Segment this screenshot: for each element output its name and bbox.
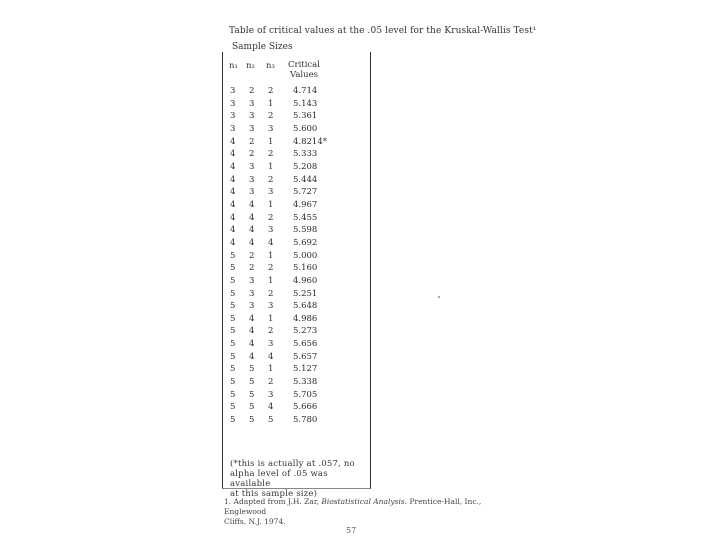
critical-value-cell: 5.143 — [293, 98, 318, 109]
sample-size-cell: 4 — [230, 225, 236, 236]
sample-size-cell: 5 — [230, 326, 236, 337]
table-row — [222, 111, 371, 124]
table-body — [222, 86, 371, 428]
critical-value-cell: 5.000 — [293, 250, 318, 261]
critical-value-cell: 5.656 — [293, 339, 318, 350]
sample-size-cell: 4 — [249, 313, 255, 324]
critical-value-cell: 5.666 — [293, 402, 318, 413]
critical-value-cell: 5.600 — [293, 123, 318, 134]
sample-size-cell: 3 — [268, 301, 274, 312]
sample-size-cell: 5 — [230, 389, 236, 400]
sample-size-cell: 5 — [230, 250, 236, 261]
sample-size-cell: 5 — [230, 377, 236, 388]
sample-size-cell: 2 — [268, 212, 274, 223]
sample-size-cell: 5 — [249, 377, 255, 388]
source-book: Biostatistical Analysis — [321, 497, 405, 506]
sample-size-cell: 2 — [268, 174, 274, 185]
critical-value-cell: 5.160 — [293, 263, 318, 274]
sample-size-cell: 2 — [249, 263, 255, 274]
sample-size-cell: 5 — [230, 339, 236, 350]
sample-size-cell: 4 — [268, 402, 274, 413]
sample-size-cell: 3 — [249, 161, 255, 172]
table-row — [222, 301, 371, 314]
sample-size-cell: 4 — [249, 225, 255, 236]
critical-value-cell: 4.714 — [293, 86, 318, 96]
table-row — [222, 352, 371, 365]
critical-value-cell: 5.455 — [293, 212, 318, 223]
header-n3: n₃ — [266, 61, 275, 71]
sample-size-cell: 2 — [249, 136, 255, 147]
table-header — [222, 57, 371, 83]
sample-size-cell: 3 — [230, 98, 236, 109]
sample-size-cell: 1 — [268, 199, 274, 210]
sample-size-cell: 2 — [268, 326, 274, 337]
table-row — [222, 137, 371, 150]
sample-size-cell: 2 — [268, 263, 274, 274]
table-row — [222, 390, 371, 403]
sample-size-cell: 5 — [249, 389, 255, 400]
table-row — [222, 99, 371, 112]
table-row — [222, 339, 371, 352]
sample-size-cell: 1 — [268, 98, 274, 109]
sample-size-cell: 5 — [230, 364, 236, 375]
sample-size-cell: 4 — [268, 351, 274, 362]
table-note — [230, 459, 370, 499]
table-row — [222, 225, 371, 238]
critical-value-cell: 5.598 — [293, 225, 318, 236]
sample-size-cell: 3 — [249, 301, 255, 312]
critical-value-cell: 5.657 — [293, 351, 318, 362]
table-row — [222, 162, 371, 175]
sample-size-cell: 4 — [230, 199, 236, 210]
table-row — [222, 377, 371, 390]
critical-value-cell: 4.986 — [293, 313, 318, 324]
table-row — [222, 415, 371, 428]
sample-size-cell: 4 — [268, 237, 274, 248]
sample-size-cell: 4 — [230, 161, 236, 172]
critical-value-cell: 5.692 — [293, 237, 318, 248]
sample-size-cell: 1 — [268, 275, 274, 286]
critical-value-cell: 5.727 — [293, 187, 318, 198]
sample-size-cell: 5 — [249, 364, 255, 375]
table-row — [222, 175, 371, 188]
sample-size-cell: 5 — [230, 263, 236, 274]
note-line: (*this is actually at .057, no — [230, 459, 355, 469]
header-n2: n₂ — [246, 61, 255, 71]
sample-size-cell: 3 — [249, 98, 255, 109]
sample-size-cell: 4 — [249, 351, 255, 362]
scan-speck — [438, 296, 440, 298]
header-n1: n₁ — [229, 61, 238, 71]
sample-size-cell: 1 — [268, 364, 274, 375]
sample-size-cell: 5 — [249, 415, 255, 426]
critical-value-cell: 5.208 — [293, 161, 318, 172]
sample-size-cell: 4 — [230, 174, 236, 185]
sample-size-cell: 1 — [268, 161, 274, 172]
header-critical-values — [288, 60, 320, 80]
table-row — [222, 402, 371, 415]
sample-size-cell: 4 — [249, 237, 255, 248]
table-row — [222, 276, 371, 289]
sample-size-cell: 3 — [249, 187, 255, 198]
sample-size-cell: 1 — [268, 136, 274, 147]
note-line: at this sample size) — [230, 489, 318, 499]
source-citation — [224, 497, 514, 527]
sample-size-cell: 4 — [230, 136, 236, 147]
table-title: Table of critical values at the .05 level for the Kruskal-Wallis Test¹ — [229, 26, 537, 36]
sample-size-cell: 3 — [249, 123, 255, 134]
critical-value-cell: 4.967 — [293, 199, 318, 210]
sample-size-cell: 3 — [249, 111, 255, 122]
critical-value-cell: 5.333 — [293, 149, 318, 160]
sample-size-cell: 2 — [268, 288, 274, 299]
sample-size-cell: 3 — [230, 123, 236, 134]
sample-size-cell: 3 — [249, 275, 255, 286]
sample-size-cell: 5 — [230, 288, 236, 299]
sample-size-cell: 3 — [249, 288, 255, 299]
source-prefix: 1. Adapted from J.H. Zar, — [224, 497, 322, 506]
source-line2: Cliffs, N.J. 1974. — [224, 517, 286, 526]
header-critical: Critical — [288, 60, 320, 70]
critical-value-cell: 4.8214* — [293, 136, 327, 147]
sample-size-cell: 3 — [230, 86, 236, 96]
critical-value-cell: 4.960 — [293, 275, 318, 286]
sample-sizes-label: Sample Sizes — [232, 42, 293, 52]
sample-size-cell: 3 — [268, 187, 274, 198]
sample-size-cell: 2 — [249, 250, 255, 261]
sample-size-cell: 5 — [230, 415, 236, 426]
sample-size-cell: 5 — [230, 275, 236, 286]
sample-size-cell: 4 — [249, 212, 255, 223]
table-row — [222, 238, 371, 251]
sample-size-cell: 4 — [249, 326, 255, 337]
sample-size-cell: 3 — [268, 225, 274, 236]
sample-size-cell: 1 — [268, 250, 274, 261]
sample-size-cell: 2 — [249, 86, 255, 96]
table-row — [222, 213, 371, 226]
sample-size-cell: 3 — [230, 111, 236, 122]
table-row — [222, 149, 371, 162]
sample-size-cell: 5 — [268, 415, 274, 426]
sample-size-cell: 3 — [249, 174, 255, 185]
table-row — [222, 86, 371, 99]
sample-size-cell: 3 — [268, 123, 274, 134]
table-row — [222, 251, 371, 264]
sample-size-cell: 4 — [230, 187, 236, 198]
sample-size-cell: 5 — [230, 351, 236, 362]
sample-size-cell: 2 — [249, 149, 255, 160]
sample-size-cell: 2 — [268, 86, 274, 96]
critical-value-cell: 5.338 — [293, 377, 318, 388]
critical-value-cell: 5.273 — [293, 326, 318, 337]
critical-value-cell: 5.705 — [293, 389, 318, 400]
sample-size-cell: 4 — [230, 237, 236, 248]
sample-size-cell: 5 — [230, 313, 236, 324]
source-suffix: . Prentice-Hall, Inc., Englewood — [224, 497, 482, 516]
sample-size-cell: 3 — [268, 339, 274, 350]
sample-size-cell: 1 — [268, 313, 274, 324]
table-row — [222, 289, 371, 302]
critical-value-cell: 5.127 — [293, 364, 318, 375]
table-row — [222, 124, 371, 137]
sample-size-cell: 5 — [249, 402, 255, 413]
sample-size-cell: 5 — [230, 301, 236, 312]
critical-value-cell: 5.361 — [293, 111, 318, 122]
sample-size-cell: 3 — [268, 389, 274, 400]
header-values: Values — [290, 70, 319, 80]
sample-size-cell: 4 — [230, 149, 236, 160]
critical-value-cell: 5.780 — [293, 415, 318, 426]
sample-size-cell: 4 — [249, 199, 255, 210]
table-row — [222, 364, 371, 377]
table-row — [222, 314, 371, 327]
sample-size-cell: 2 — [268, 149, 274, 160]
sample-size-cell: 4 — [230, 212, 236, 223]
page-number: 57 — [346, 526, 357, 535]
table-row — [222, 200, 371, 213]
note-line: alpha level of .05 was available — [230, 469, 328, 489]
table-row — [222, 263, 371, 276]
sample-size-cell: 5 — [230, 402, 236, 413]
table-row — [222, 187, 371, 200]
sample-size-cell: 2 — [268, 377, 274, 388]
critical-value-cell: 5.648 — [293, 301, 318, 312]
table-row — [222, 326, 371, 339]
critical-value-cell: 5.251 — [293, 288, 318, 299]
sample-size-cell: 2 — [268, 111, 274, 122]
sample-size-cell: 4 — [249, 339, 255, 350]
critical-value-cell: 5.444 — [293, 174, 318, 185]
